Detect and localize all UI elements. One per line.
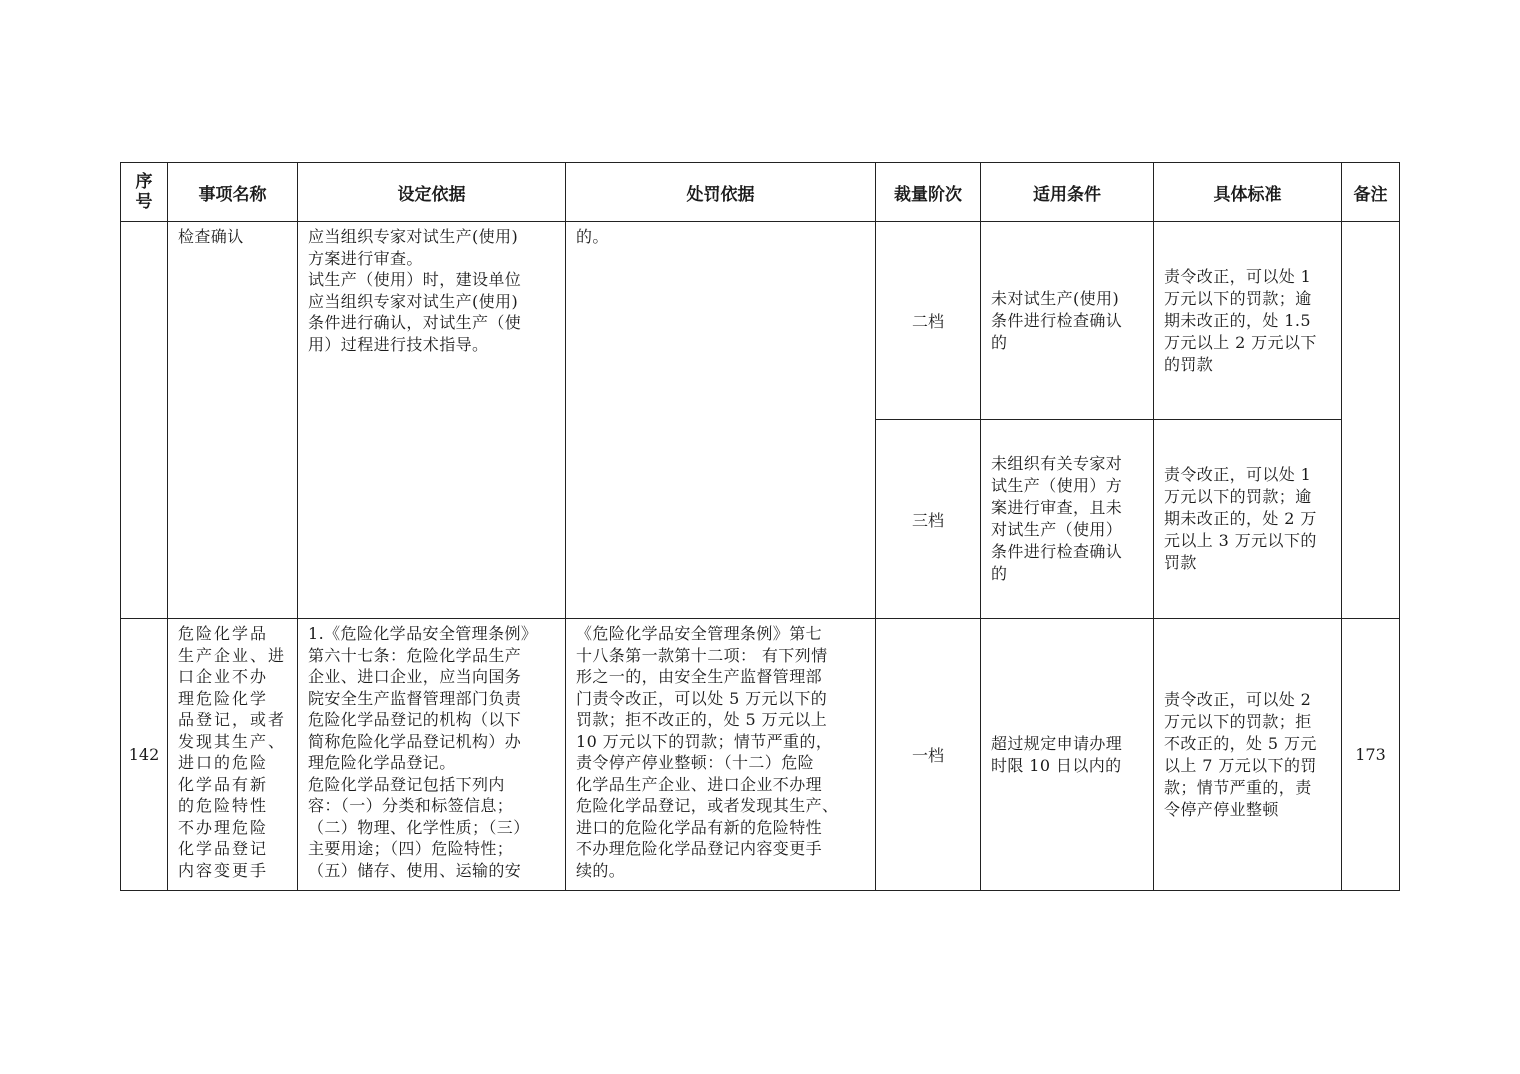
condition-cell: 未组织有关专家对 试生产（使用）方 案进行审查，且未 对试生产（使用） 条件进行检查确认 的 [981,420,1154,619]
item-name-cell: 危险化学品 生产企业、进 口企业不办 理危险化学 品登记，或者 发现其生产、 进口的危险 化学品有新 的危险特性 不办理危险 化学品登记 内容变更手 [168,619,298,891]
table-row [121,222,1400,420]
table-row [121,619,1400,891]
level-cell: 二档 [876,222,981,420]
header-item-name: 事项名称 [168,163,298,222]
basis-set-cell: 应当组织专家对试生产(使用) 方案进行审查。 试生产（使用）时，建设单位 应当组织专家对试生产(使用) 条件进行确认，对试生产（使 用）过程进行技术指导。 [298,222,566,619]
basis-set-cell: 1.《危险化学品安全管理条例》 第六十七条：危险化学品生产 企业、进口企业，应当向国务 院安全生产监督管理部门负责 危险化学品登记的机构（以下 简称危险化学品登记机构）办 理危险化学品登记。 危险化学品登记包括下列内 容：（一）分类和标签信息； （二）物理、化学性质；（三） 主要用途；（四）危险特性； （五）储存、使用、运输的安 [298,619,566,891]
header-level: 裁量阶次 [876,163,981,222]
penalty-table [120,162,1400,891]
header-remarks: 备注 [1342,163,1400,222]
remarks-cell: 173 [1342,619,1400,891]
remarks-cell-empty [1342,222,1400,619]
seq-cell: 142 [121,619,168,891]
header-standard: 具体标准 [1154,163,1342,222]
header-row [121,163,1400,222]
standard-cell: 责令改正，可以处 2 万元以下的罚款；拒 不改正的，处 5 万元 以上 7 万元以下的罚 款；情节严重的，责 令停产停业整顿 [1154,619,1342,891]
header-condition: 适用条件 [981,163,1154,222]
header-seq: 序 号 [121,163,168,222]
condition-cell: 超过规定申请办理 时限 10 日以内的 [981,619,1154,891]
standard-cell: 责令改正，可以处 1 万元以下的罚款；逾 期未改正的，处 2 万 元以上 3 万元以下的 罚款 [1154,420,1342,619]
level-cell: 三档 [876,420,981,619]
item-name-cell: 检查确认 [168,222,298,619]
basis-penalty-cell: 的。 [566,222,876,619]
header-basis-penalty: 处罚依据 [566,163,876,222]
standard-cell: 责令改正，可以处 1 万元以下的罚款；逾 期未改正的，处 1.5 万元以上 2 万元以下 的罚款 [1154,222,1342,420]
header-basis-set: 设定依据 [298,163,566,222]
level-cell: 一档 [876,619,981,891]
seq-cell-empty [121,222,168,619]
condition-cell: 未对试生产(使用) 条件进行检查确认 的 [981,222,1154,420]
basis-penalty-cell: 《危险化学品安全管理条例》第七 十八条第一款第十二项： 有下列情 形之一的，由安全生产监督管理部 门责令改正，可以处 5 万元以下的 罚款；拒不改正的，处 5 万元以上 10 万元以下的罚款；情节严重的， 责令停产停业整顿：（十二）危险 化学品生产企业、进口企业不办理 危险化学品登记，或者发现其生产、 进口的危险化学品有新的危险特性 不办理危险化学品登记内容变更手 续的。 [566,619,876,891]
